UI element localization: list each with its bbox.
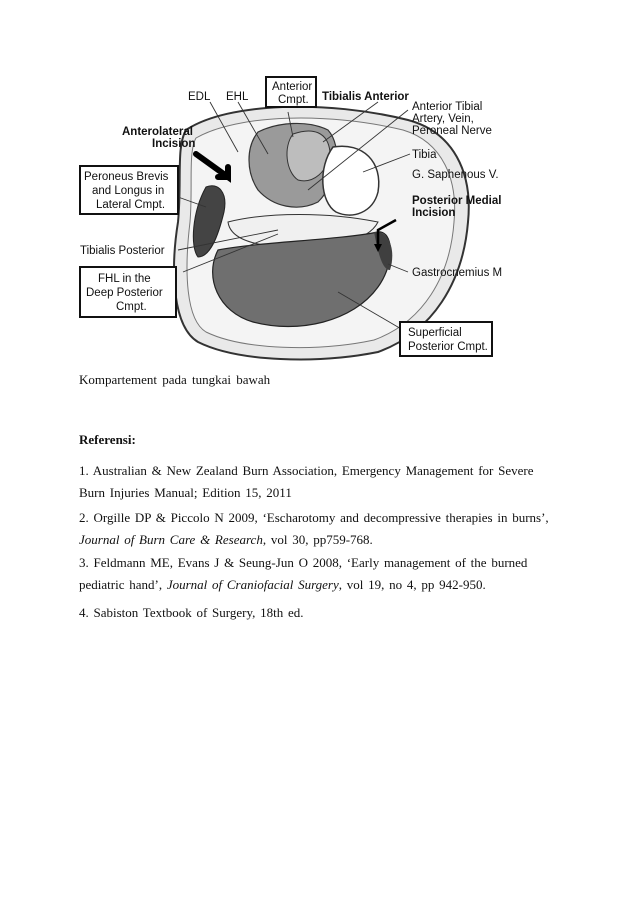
label-superficial-2: Posterior Cmpt.: [408, 341, 488, 353]
label-ehl: EHL: [226, 91, 249, 103]
reference-2-journal: Journal of Burn Care & Research: [79, 532, 263, 547]
label-anterior-tibial-2: Artery, Vein,: [412, 113, 474, 125]
label-fhl-3: Cmpt.: [116, 301, 147, 313]
reference-3-journal: Journal of Craniofacial Surgery: [166, 577, 339, 592]
label-peroneus-1: Peroneus Brevis: [84, 171, 169, 183]
reference-1: [79, 460, 549, 504]
reference-4: 4. Sabiston Textbook of Surgery, 18th ed.: [79, 605, 304, 620]
reference-2-rest: , vol 30, pp759-768.: [262, 532, 373, 547]
figure-caption: Kompartement pada tungkai bawah: [79, 372, 271, 387]
label-anterolateral-2: Incision: [152, 138, 196, 150]
reference-1-line-2: Burn Injuries Manual; Edition 15, 2011: [79, 485, 292, 500]
reference-2-line-1: 2. Orgille DP & Piccolo N 2009, ‘Escharotomy and decompressive therapies in burns’,: [79, 510, 549, 525]
label-edl: EDL: [188, 91, 211, 103]
reference-3-rest: , vol 19, no 4, pp 942-950.: [338, 577, 486, 592]
label-posterior-medial-2: Incision: [412, 207, 456, 219]
label-tibialis-posterior: Tibialis Posterior: [80, 245, 165, 257]
label-superficial-1: Superficial: [408, 327, 462, 339]
label-anterior-tibial-3: Peroneal Nerve: [412, 125, 492, 137]
reference-3-line-2-start: pediatric hand’,: [79, 577, 167, 592]
reference-3: [79, 552, 549, 596]
references-heading: Referensi:: [79, 432, 136, 447]
label-peroneus-3: Lateral Cmpt.: [96, 199, 166, 211]
reference-3-line-2: [79, 574, 549, 596]
leg-cross-section-svg: [78, 72, 518, 362]
label-fhl-1: FHL in the: [98, 273, 151, 285]
label-peroneus-2: and Longus in: [92, 185, 165, 197]
leg-compartment-diagram: [78, 72, 518, 362]
label-gastrocnemius: Gastrocnemius M: [412, 267, 503, 279]
label-fhl-2: Deep Posterior: [86, 287, 163, 299]
reference-1-line-1: 1. Australian & New Zealand Burn Association, Emergency Management for Severe: [79, 463, 534, 478]
label-tibia: Tibia: [412, 149, 437, 161]
reference-2: [79, 507, 549, 551]
label-g-saphenous: G. Saphenous V.: [412, 169, 499, 181]
label-anterior-cmpt-2: Cmpt.: [278, 94, 309, 106]
label-anterior-cmpt-1: Anterior: [272, 81, 313, 93]
label-tibialis-anterior: Tibialis Anterior: [322, 91, 409, 103]
label-posterior-medial-1: Posterior Medial: [412, 195, 502, 207]
reference-3-line-1: 3. Feldmann ME, Evans J & Seung-Jun O 2008, ‘Early management of the burned: [79, 555, 528, 570]
reference-2-line-2: [79, 529, 549, 551]
label-anterior-tibial-1: Anterior Tibial: [412, 101, 483, 113]
label-anterolateral-1: Anterolateral: [122, 126, 193, 138]
